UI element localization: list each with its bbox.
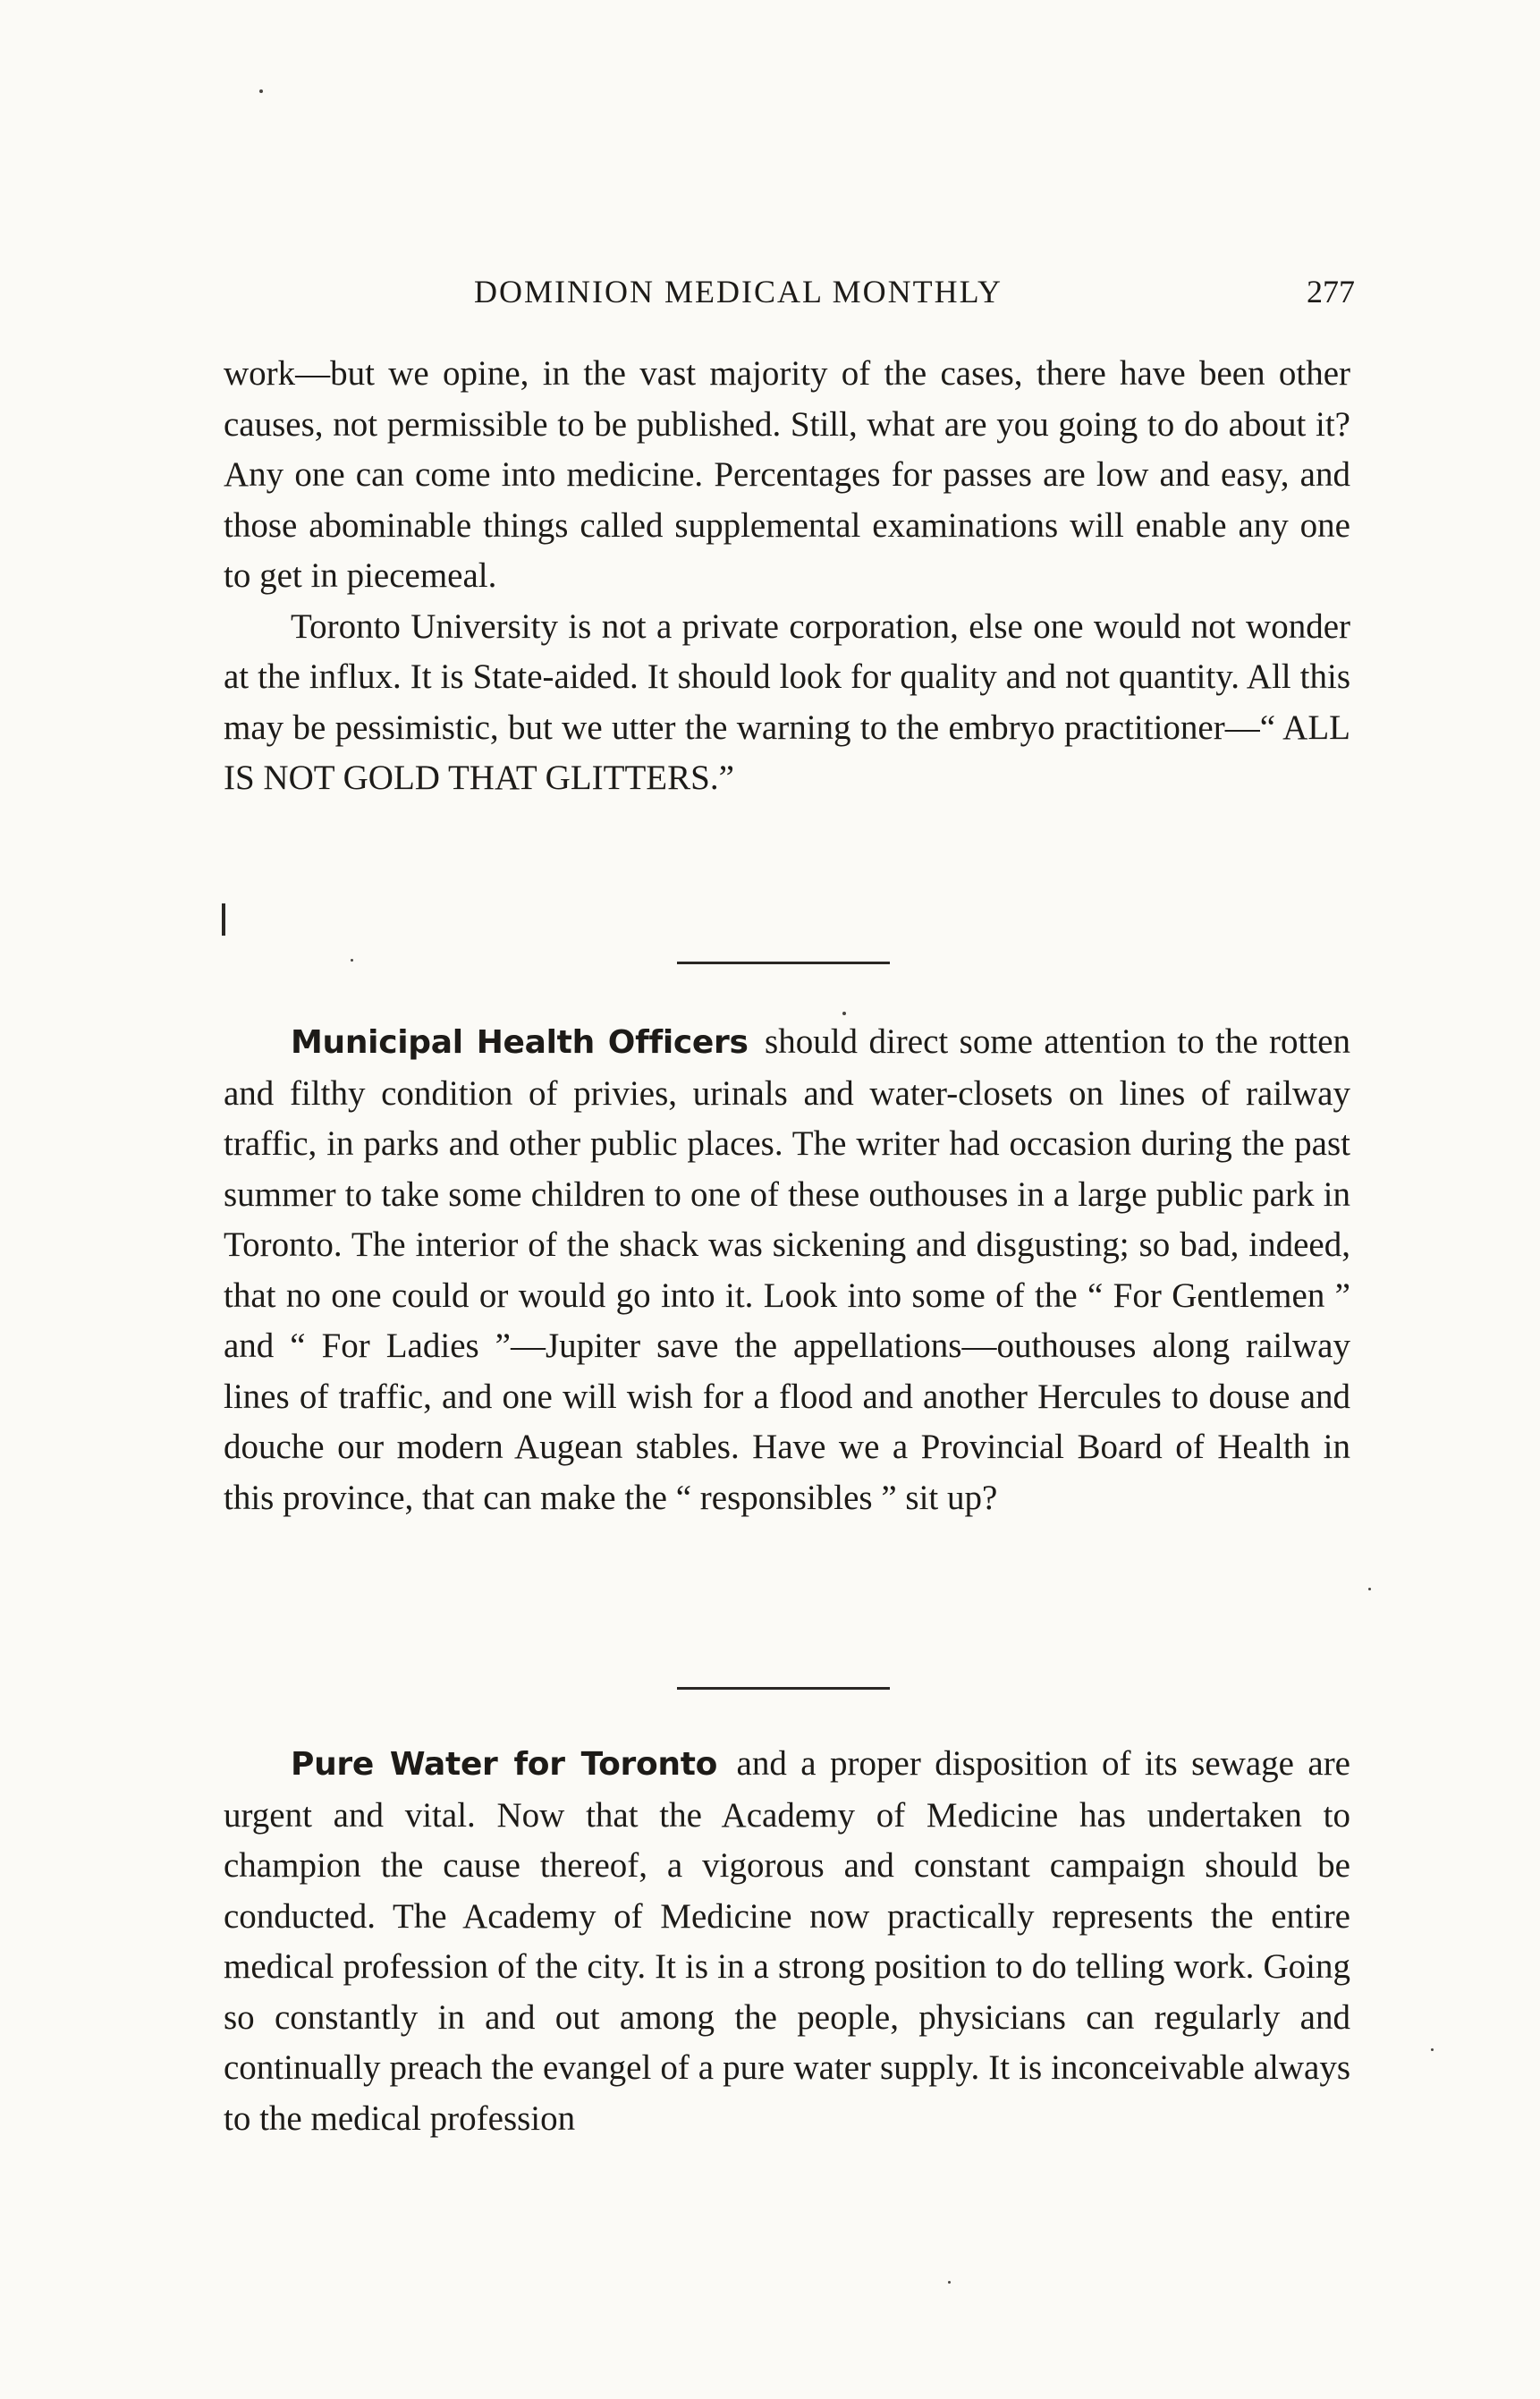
- paper-speck: [1431, 2048, 1434, 2051]
- article-body: should direct some attention to the rotten and filthy condition of privies, urinals and water-closets on lines of railway traffic, in parks and other public places. The writer had occasion during the past summer to take some children to one of these outhouses in a large public park in Toronto. The interior of the shack was sickening and disgusting; so bad, indeed, that no one could or would go into it. Look into some of the “ For Gentlemen ” and “ For Ladies ”—Jupiter save the appellations—outhouses along railway lines of traffic, and one will wish for a flood and another Hercules to douse and douche our modern Augean stables. Have we a Provincial Board of Health in this province, that can make the “ responsibles ” sit up?: [224, 1022, 1351, 1517]
- margin-mark: [222, 903, 225, 936]
- paper-speck: [842, 1012, 846, 1015]
- article-body: and a proper disposition of its sewage are urgent and vital. Now that the Academy of Medicine has undertaken to champion the cause thereof, a vigorous and constant campaign should be conducted. The Academy of Medicine now practically represents the entire medical profession of the city. It is in a strong position to do telling work. Going so constantly in and out among the people, physicians can regularly and continually preach the evangel of a pure water supply. It is inconceivable always to the medical profession: [224, 1744, 1350, 2138]
- section-divider: [677, 1687, 890, 1690]
- section-divider: [677, 962, 890, 964]
- article-heading: Municipal Health Officers: [291, 1024, 749, 1061]
- paper-speck: [351, 959, 353, 962]
- paragraph-continuation: work—but we opine, in the vast majority of the cases, there have been other causes, not permissible to be published. Still, what are you going to do about it? Any one can come into medicine. Percentages for passes are low and easy, and those abominable things called supplemental examinations will enable any one to get in piecemeal.: [224, 354, 1350, 595]
- opening-section: [224, 349, 1350, 804]
- running-head: DOMINION MEDICAL MONTHLY: [474, 274, 1003, 309]
- article-pure-water: [224, 1739, 1350, 2144]
- paper-speck: [259, 89, 263, 93]
- page-number: 277: [1307, 274, 1355, 309]
- article-paragraph: [224, 1017, 1350, 1523]
- article-municipal-health: [224, 1017, 1350, 1523]
- article-paragraph: [224, 1739, 1350, 2144]
- page-header: [224, 273, 1355, 326]
- paper-speck: [1368, 1588, 1371, 1590]
- paragraph-toronto-university: Toronto University is not a private corporation, else one would not wonder at the influx. It is State-aided. It should look for quality and not quantity. All this may be pessimistic, but we utter the warning to the embryo practitioner—“ ALL IS NOT GOLD THAT GLITTERS.”: [224, 606, 1350, 797]
- article-heading: Pure Water for Toronto: [291, 1746, 718, 1783]
- paper-speck: [948, 2281, 951, 2284]
